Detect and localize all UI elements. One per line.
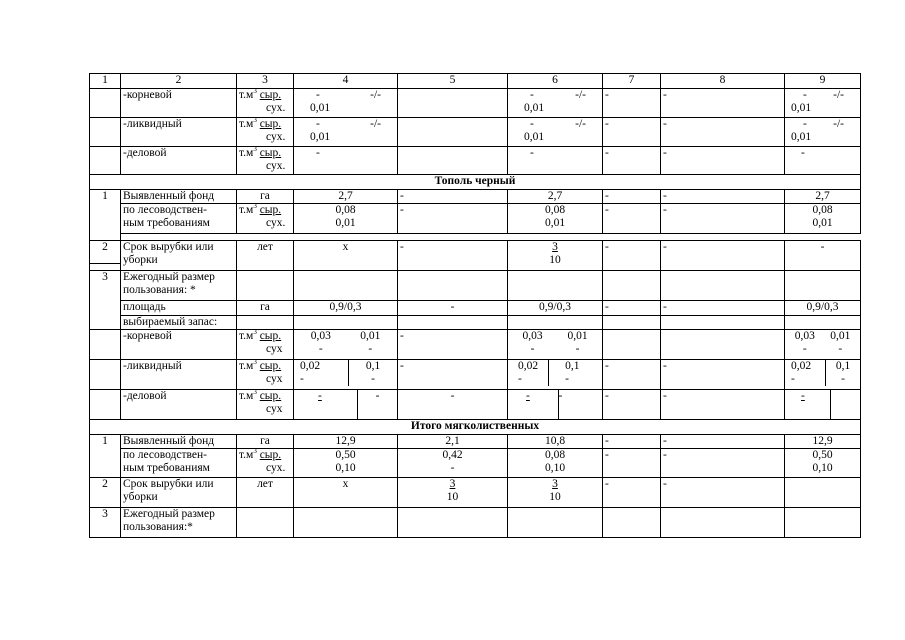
row-label: -деловой — [121, 147, 237, 175]
col-1-header: 1 — [90, 74, 121, 89]
unit-cell: $т.м^3$ сыр. сух — [237, 330, 294, 360]
unit-cell: $т.м^3$ сыр. сух. — [237, 147, 294, 175]
table-row: 3 Ежегодный размер пользования: * — [90, 271, 861, 301]
unit-cell: $т.м^3$ сыр. сух — [237, 390, 294, 420]
unit-cell: $т.м^3$ сыр. сух. — [237, 118, 294, 147]
table-row: по лесоводствен- ным требованиям $т.м^3$ сыр. сух. 0,50 0,10 0,42 - 0,08 0,10 - - 0,50 0,10 — [90, 449, 861, 478]
unit-cell: $т.м^3$ сыр. сух — [237, 360, 294, 390]
col-6-header: 6 — [508, 74, 603, 89]
header-row — [90, 74, 861, 89]
forest-use-table — [89, 73, 861, 264]
col-5-header: 5 — [398, 74, 508, 89]
table-row: площадь га 0,9/0,3 - 0,9/0,3 - - 0,9/0,3 — [90, 301, 861, 316]
table-row: -корневой $т.м^3$ сыр. сух 0,03 0,01 - - - 0,03 0,01 - - 0,03 0,01 - - — [90, 330, 861, 360]
value-cell: - -/- 0,01 — [785, 89, 861, 118]
table-row: -корневой $т.м^3$ сыр. сух. - -/- 0,01 - -/- 0,01 - - - -/- 0,01 — [90, 89, 861, 118]
row-label: -ликвидный — [121, 118, 237, 147]
table-row: по лесоводствен- ным требованиям $т.м^3$ сыр. сух. 0,08 0,01 - 0,08 0,01 - - 0,08 0,01 — [90, 204, 861, 234]
value-cell: - -/- 0,01 — [508, 89, 603, 118]
unit-cell: $т.м^3$ сыр. сух. — [237, 449, 294, 478]
unit-cell: $т.м^3$ сыр. сух. — [237, 89, 294, 118]
table-row: -деловой $т.м^3$ сыр. сух - - - - - - - - — [90, 390, 861, 420]
table-row: 1 Выявленный фонд га 12,9 2,1 10,8 - - 12,9 — [90, 435, 861, 449]
section-title-itogo: Итого мягколиственных — [90, 420, 861, 435]
value-cell: - -/- 0,01 — [294, 89, 398, 118]
col-8-header: 8 — [661, 74, 785, 89]
section-row — [90, 420, 861, 435]
section-row — [90, 175, 861, 190]
col-7-header: 7 — [603, 74, 661, 89]
table-row: -ликвидный $т.м^3$ сыр. сух. - -/- 0,01 - -/- 0,01 - - - -/- 0,01 — [90, 118, 861, 147]
table-row: -деловой $т.м^3$ сыр. сух. - - - - - — [90, 147, 861, 175]
table-row: 1 Выявленный фонд га 2,7 - 2,7 - - 2,7 — [90, 190, 861, 204]
table-row: выбираемый запас: — [90, 316, 861, 330]
unit-cell: $т.м^3$ сыр. сух. — [237, 204, 294, 234]
row-label: -корневой — [121, 89, 237, 118]
table-row: 3 Ежегодный размер пользования:* — [90, 508, 861, 538]
table-row: 2 Срок вырубки или уборки лет х 3 10 3 10 - - — [90, 478, 861, 508]
col-3-header: 3 — [237, 74, 294, 89]
table-row: 2 Срок вырубки или уборки лет х - 3 10 - - - — [90, 241, 861, 271]
col-2-header: 2 — [121, 74, 237, 89]
col-4-header: 4 — [294, 74, 398, 89]
value-cell: - -/- 0,01 — [294, 118, 398, 147]
forest-use-table-continued — [89, 240, 861, 538]
col-9-header: 9 — [785, 74, 861, 89]
value-cell: - -/- 0,01 — [508, 118, 603, 147]
value-cell: - -/- 0,01 — [785, 118, 861, 147]
section-title-topol: Тополь черный — [90, 175, 861, 190]
table-row: -ликвидный $т.м^3$ сыр. сух 0,02 - 0,1 - - 0,02 - 0,1 - - - 0,02 - 0,1 - — [90, 360, 861, 390]
